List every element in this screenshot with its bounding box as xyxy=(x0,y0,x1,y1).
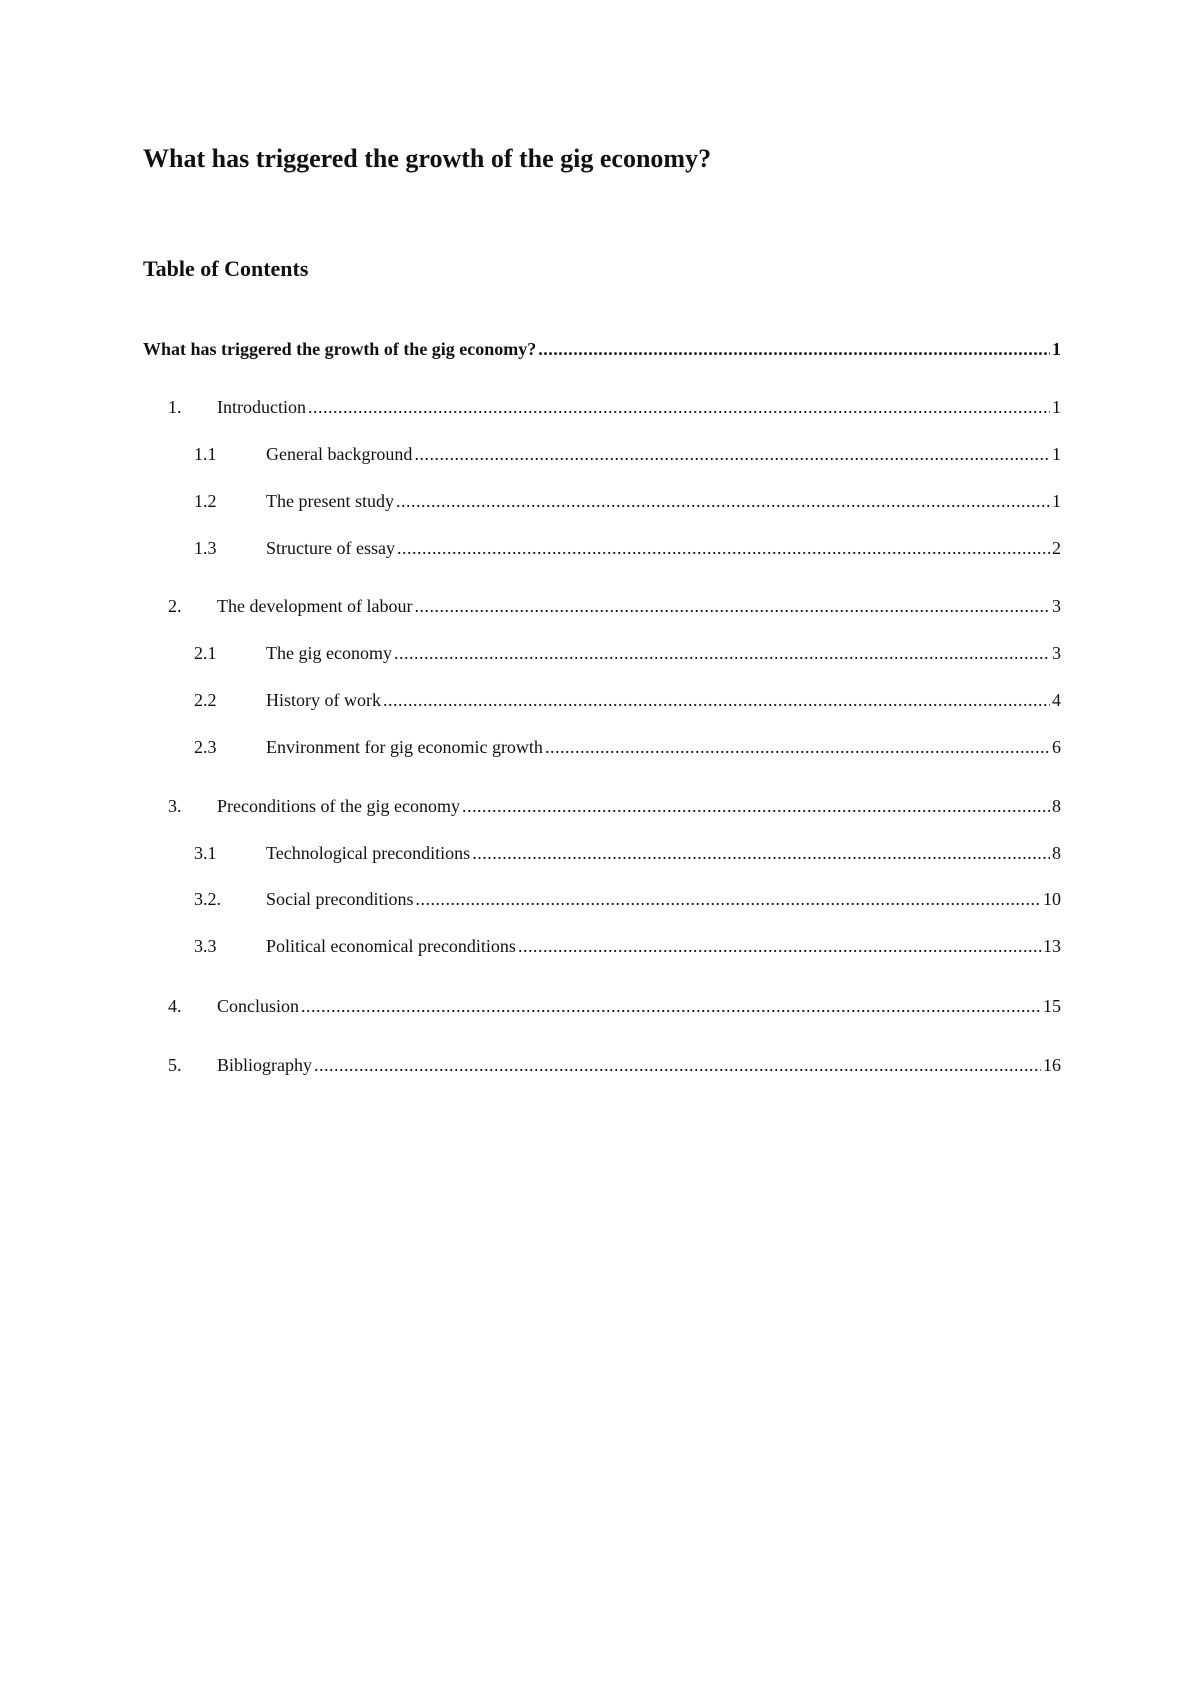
toc-entry-development-of-labour[interactable] xyxy=(143,593,1061,619)
toc-dot-leader xyxy=(415,886,1041,912)
toc-dot-leader xyxy=(545,734,1050,760)
toc-entry-technological-preconditions[interactable] xyxy=(143,840,1061,866)
toc-dot-leader xyxy=(414,441,1050,467)
toc-entry-text: Social preconditions xyxy=(266,889,414,909)
toc-entry-text: What has triggered the growth of the gig economy? xyxy=(143,339,537,359)
toc-entry-conclusion[interactable] xyxy=(143,993,1061,1019)
toc-section-number: 1.2 xyxy=(194,491,217,511)
toc-entry-bibliography[interactable] xyxy=(143,1052,1061,1078)
toc-dot-leader xyxy=(414,593,1050,619)
toc-dot-leader xyxy=(518,933,1041,959)
toc-section-number: 1.3 xyxy=(194,538,217,558)
toc-section-number: 5. xyxy=(168,1055,182,1075)
toc-entry-document-title[interactable] xyxy=(143,336,1061,362)
toc-entry-text: Introduction xyxy=(217,397,306,417)
toc-section-number: 3.1 xyxy=(194,843,217,863)
toc-entry-present-study[interactable] xyxy=(143,488,1061,514)
toc-dot-leader xyxy=(396,488,1050,514)
toc-page-number: 1 xyxy=(1052,339,1061,359)
document-title: What has triggered the growth of the gig economy? xyxy=(143,144,712,173)
toc-entry-text: Environment for gig economic growth xyxy=(266,737,543,757)
toc-entry-text: Bibliography xyxy=(217,1055,312,1075)
toc-section-number: 1.1 xyxy=(194,444,217,464)
toc-entry-text: The present study xyxy=(266,491,394,511)
toc-entry-text: The gig economy xyxy=(266,643,392,663)
toc-page-number: 10 xyxy=(1043,889,1061,909)
toc-page-number: 13 xyxy=(1043,936,1061,956)
toc-page-number: 6 xyxy=(1052,737,1061,757)
toc-entry-text: The development of labour xyxy=(217,596,413,616)
toc-page-number: 3 xyxy=(1052,643,1061,663)
toc-page-number: 8 xyxy=(1052,843,1061,863)
toc-dot-leader xyxy=(383,687,1050,713)
toc-section-number: 4. xyxy=(168,996,182,1016)
toc-entry-text: Political economical preconditions xyxy=(266,936,516,956)
toc-entry-text: Technological preconditions xyxy=(266,843,471,863)
toc-entry-preconditions[interactable] xyxy=(143,793,1061,819)
toc-entry-political-economical-preconditions[interactable] xyxy=(143,933,1061,959)
toc-entry-text: Structure of essay xyxy=(266,538,395,558)
toc-page-number: 8 xyxy=(1052,796,1061,816)
toc-section-number: 2. xyxy=(168,596,182,616)
toc-page-number: 1 xyxy=(1052,397,1061,417)
toc-page-number: 3 xyxy=(1052,596,1061,616)
toc-entry-history-of-work[interactable] xyxy=(143,687,1061,713)
toc-dot-leader xyxy=(462,793,1050,819)
toc-section-number: 3. xyxy=(168,796,182,816)
toc-entry-text: Conclusion xyxy=(217,996,300,1016)
toc-dot-leader xyxy=(397,535,1050,561)
toc-entry-text: History of work xyxy=(266,690,381,710)
toc-page-number: 1 xyxy=(1052,444,1061,464)
toc-section-number: 2.1 xyxy=(194,643,217,663)
toc-entry-text: General background xyxy=(266,444,413,464)
toc-section-number: 3.3 xyxy=(194,936,217,956)
toc-page-number: 2 xyxy=(1052,538,1061,558)
toc-dot-leader xyxy=(538,336,1050,362)
toc-dot-leader xyxy=(472,840,1050,866)
toc-dot-leader xyxy=(308,394,1050,420)
toc-section-number: 2.3 xyxy=(194,737,217,757)
toc-dot-leader xyxy=(314,1052,1041,1078)
toc-page-number: 16 xyxy=(1043,1055,1061,1075)
toc-dot-leader xyxy=(301,993,1041,1019)
toc-section-number: 1. xyxy=(168,397,182,417)
toc-dot-leader xyxy=(394,640,1050,666)
toc-section-number: 2.2 xyxy=(194,690,217,710)
toc-entry-text: Preconditions of the gig economy xyxy=(217,796,460,816)
toc-entry-general-background[interactable] xyxy=(143,441,1061,467)
toc-page-number: 4 xyxy=(1052,690,1061,710)
toc-entry-introduction[interactable] xyxy=(143,394,1061,420)
toc-page-number: 1 xyxy=(1052,491,1061,511)
toc-entry-environment-gig-growth[interactable] xyxy=(143,734,1061,760)
toc-heading: Table of Contents xyxy=(143,256,309,281)
toc-entry-gig-economy[interactable] xyxy=(143,640,1061,666)
toc-section-number: 3.2. xyxy=(194,889,221,909)
toc-entry-social-preconditions[interactable] xyxy=(143,886,1061,912)
toc-page-number: 15 xyxy=(1043,996,1061,1016)
toc-entry-structure-of-essay[interactable] xyxy=(143,535,1061,561)
